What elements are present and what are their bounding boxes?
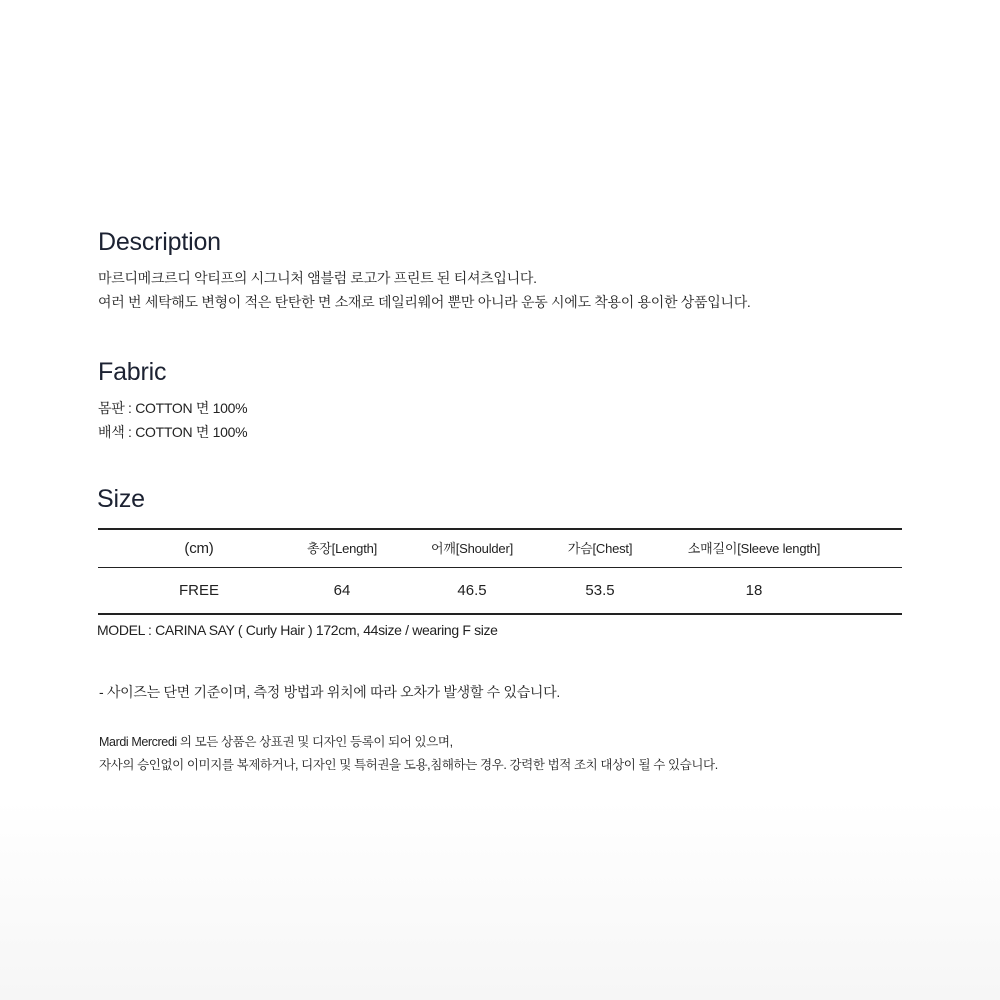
- description-line: 마르디메크르디 악티프의 시그니처 앰블럼 로고가 프린트 된 티셔츠입니다.: [98, 270, 537, 286]
- fabric-body: [98, 396, 247, 444]
- cell-shoulder: 46.5: [457, 582, 487, 599]
- fabric-line-trim: 배색 : COTTON 면 100%: [98, 424, 248, 440]
- table-header-row: [98, 528, 902, 568]
- fabric-line-body: 몸판 : COTTON 면 100%: [98, 400, 248, 416]
- cell-length: 64: [333, 582, 351, 599]
- header-cell-chest: 가슴[Chest]: [567, 541, 633, 556]
- cell-chest: 53.5: [585, 582, 615, 599]
- header-cell-unit: (cm): [184, 540, 214, 557]
- copyright-line: 자사의 승인없이 이미지를 복제하거나, 디자인 및 특허권을 도용,침해하는 경우. 강력한 법적 조치 대상이 될 수 있습니다.: [99, 758, 718, 772]
- table-row: [98, 568, 902, 615]
- model-info: MODEL : CARINA SAY ( Curly Hair ) 172cm, 44size / wearing F size: [97, 622, 498, 638]
- size-table: [98, 528, 902, 615]
- size-note: - 사이즈는 단면 기준이며, 측정 방법과 위치에 따라 오차가 발생할 수 있습니다.: [99, 684, 560, 700]
- description-body: [98, 266, 751, 314]
- copyright-notice: [99, 731, 718, 777]
- header-cell-length: 총장[Length]: [306, 541, 378, 556]
- cell-sleeve-length: 18: [745, 582, 763, 599]
- size-heading: Size: [97, 485, 145, 513]
- copyright-line: Mardi Mercredi 의 모든 상품은 상표권 및 디자인 등록이 되어 있으며,: [99, 735, 453, 749]
- fabric-heading: Fabric: [98, 358, 167, 386]
- description-line: 여러 번 세탁해도 변형이 적은 탄탄한 면 소재로 데일리웨어 뿐만 아니라 운동 시에도 착용이 용이한 상품입니다.: [98, 294, 751, 310]
- header-cell-shoulder: 어깨[Shoulder]: [431, 541, 513, 556]
- header-cell-sleeve-length: 소매길이[Sleeve length]: [687, 541, 821, 556]
- cell-size-label: FREE: [178, 582, 220, 599]
- description-heading: Description: [98, 228, 221, 256]
